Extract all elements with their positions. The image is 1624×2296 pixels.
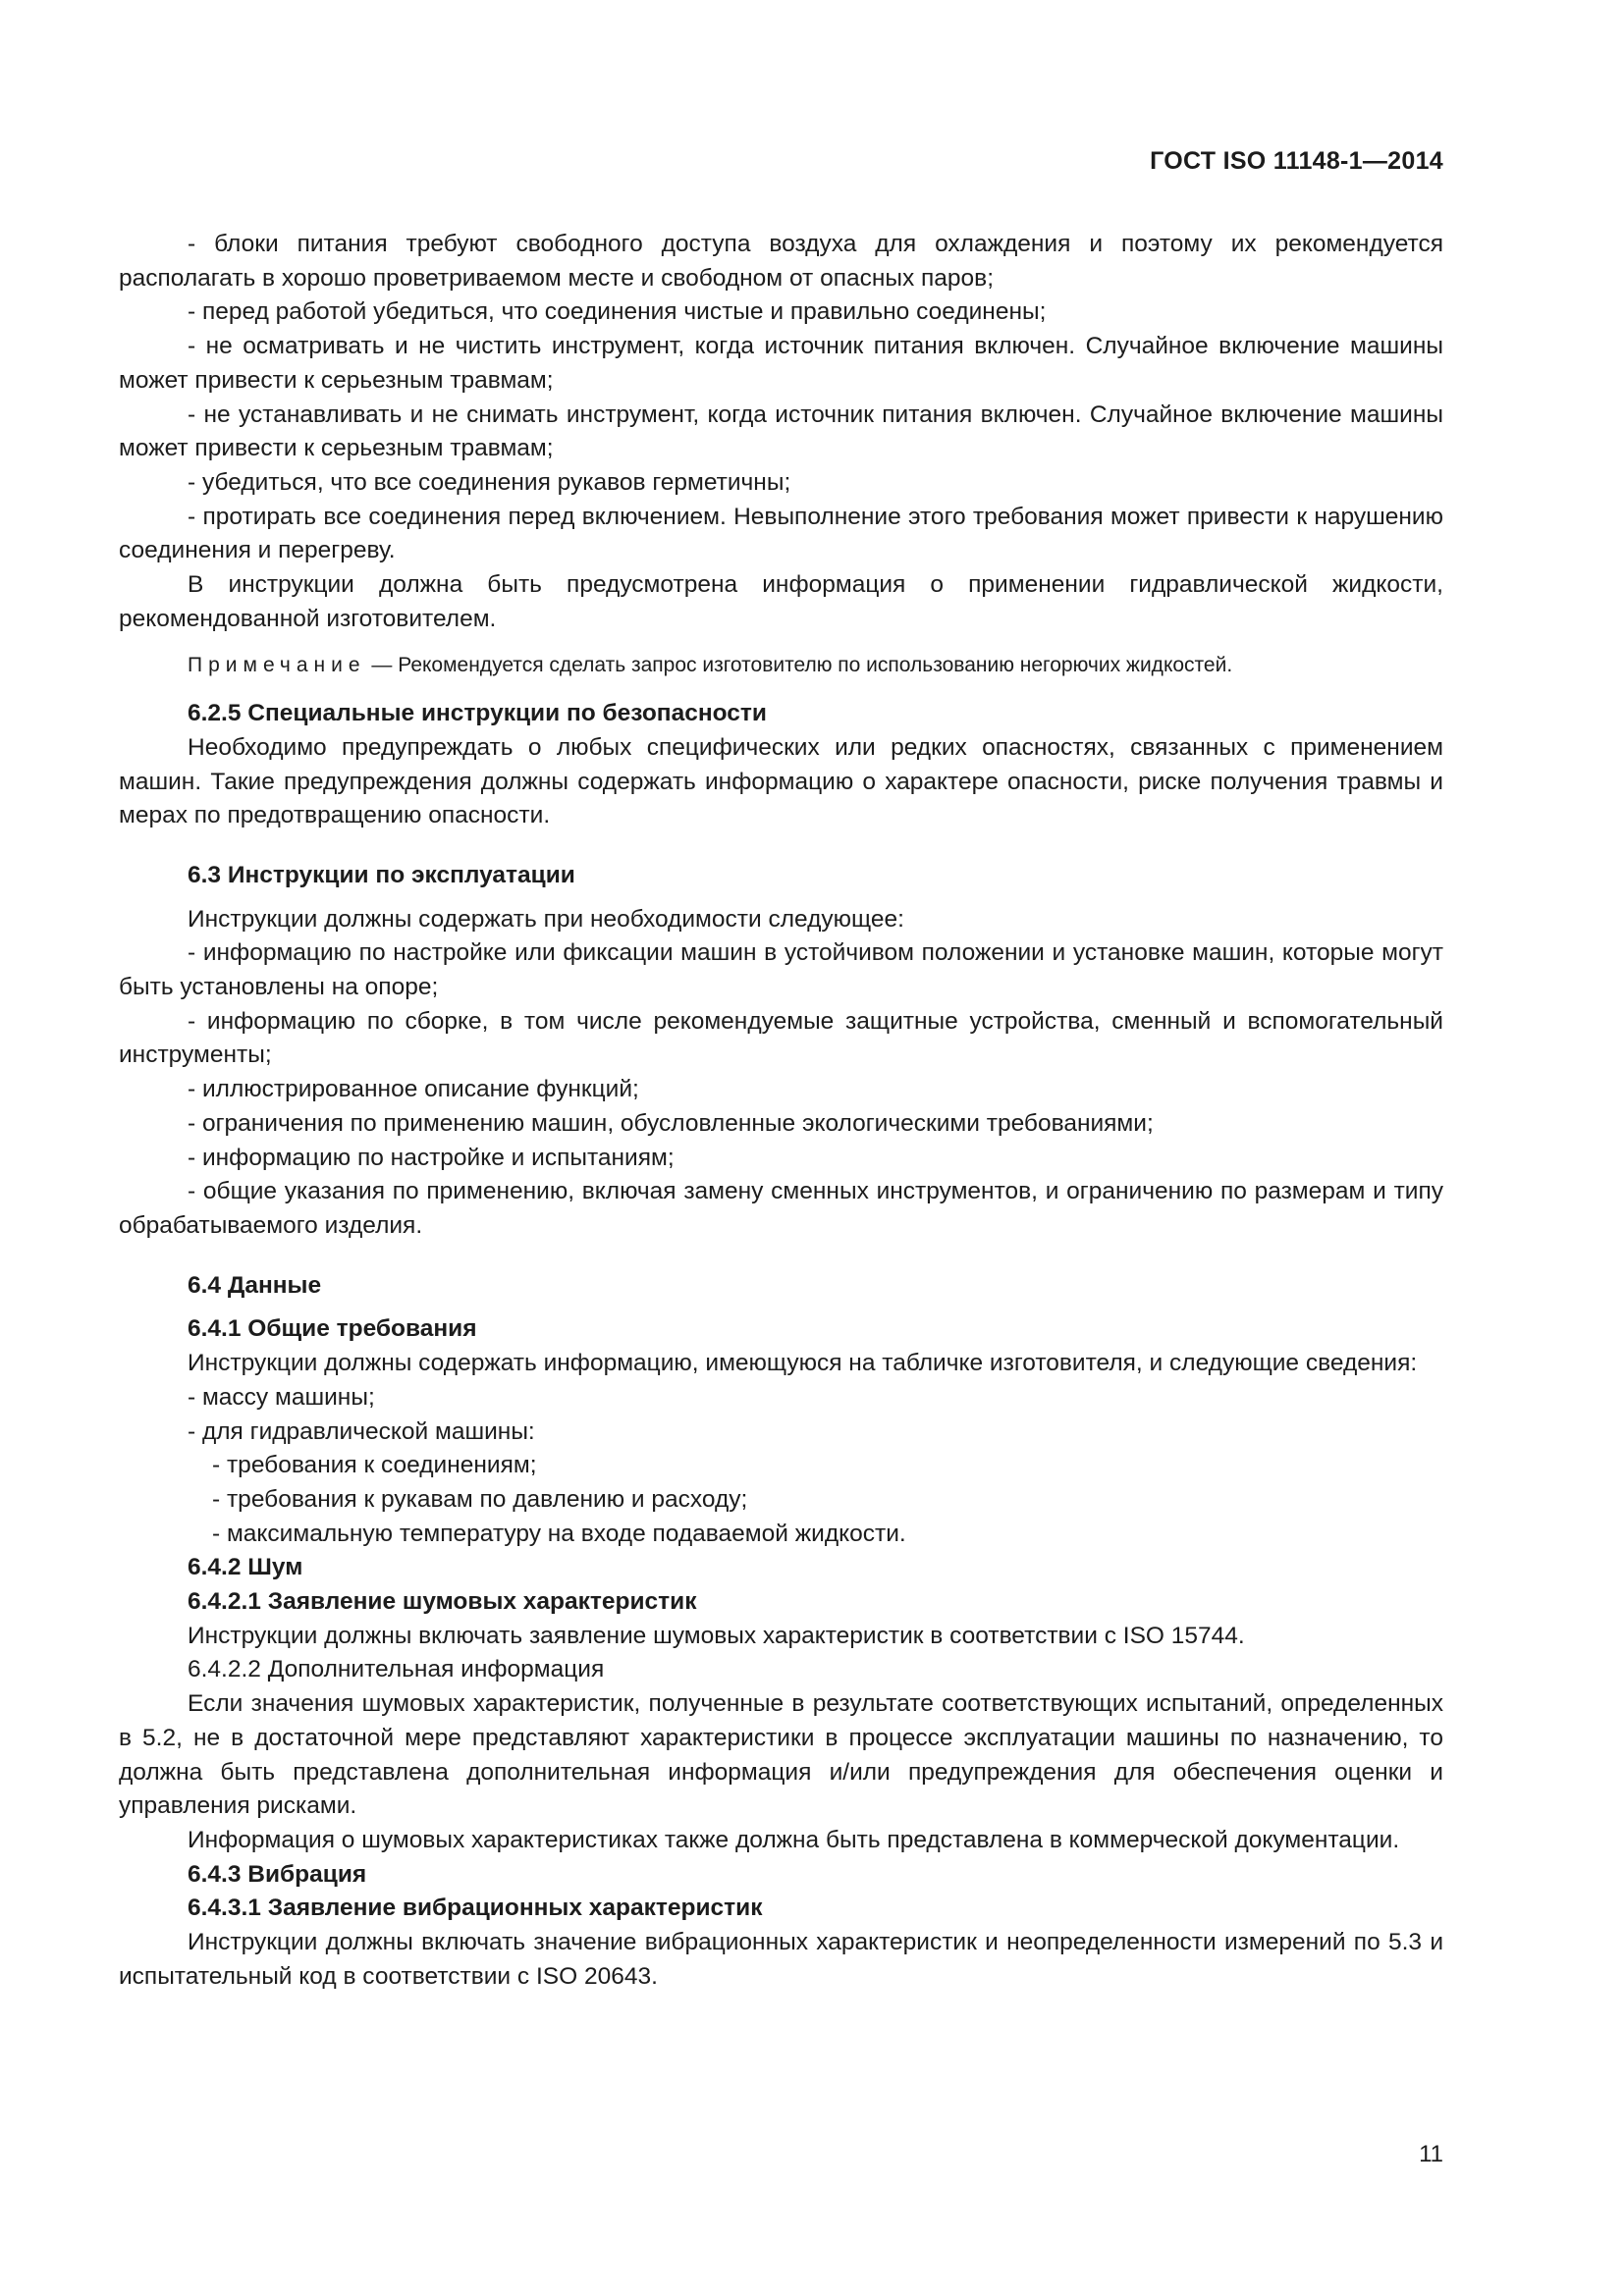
list-item: - для гидравлической машины: [188,1417,535,1445]
list-item: - не осматривать и не чистить инструмент, когда источник питания включен. Случайное включение машины может привести к серьезным травмам; [119,333,1443,394]
section-heading-6-4-3: 6.4.3 Вибрация [188,1860,367,1888]
sub-list-item: - максимальную температуру на входе подаваемой жидкости. [212,1520,906,1547]
section-heading-6-4-3-1: 6.4.3.1 Заявление вибрационных характеристик [188,1895,763,1922]
note-text: — Рекомендуется сделать запрос изготовителю по использованию негорючих жидкостей. [365,654,1233,677]
list-item: - убедиться, что все соединения рукавов герметичны; [188,468,791,496]
section-heading-6-4-1: 6.4.1 Общие требования [188,1315,477,1343]
page-body [119,228,1443,1994]
sub-list-item: - требования к соединениям; [212,1452,537,1479]
section-heading-6-4-2: 6.4.2 Шум [188,1554,303,1581]
section-heading-6-4-2-1: 6.4.2.1 Заявление шумовых характеристик [188,1588,697,1616]
paragraph: Инструкции должны содержать информацию, имеющуюся на табличке изготовителя, и следующие сведения: [188,1350,1418,1377]
list-item: - информацию по сборке, в том числе рекомендуемые защитные устройства, сменный и вспомогательный инструменты; [119,1007,1443,1069]
paragraph: Инструкции должны содержать при необходимости следующее: [188,905,904,933]
list-item: - информацию по настройке или фиксации машин в устойчивом положении и установке машин, которые могут быть установлены на опоре; [119,939,1443,1001]
paragraph: Необходимо предупреждать о любых специфических или редких опасностях, связанных с применением машин. Такие предупреждения должны содержать информацию о характере опасности, риске получения травмы и мерах по предотвращению опасности. [119,733,1443,829]
section-heading-6-4: 6.4 Данные [188,1271,322,1299]
list-item: - блоки питания требуют свободного доступа воздуха для охлаждения и поэтому их рекомендуется располагать в хорошо проветриваемом месте и свободном от опасных паров; [119,231,1443,292]
paragraph: В инструкции должна быть предусмотрена информация о применении гидравлической жидкости, рекомендованной изготовителем. [119,571,1443,632]
note-label: Примечание [188,654,366,677]
list-item: - ограничения по применению машин, обусловленные экологическими требованиями; [188,1109,1154,1137]
list-item: - перед работой убедиться, что соединения чистые и правильно соединены; [188,298,1047,326]
section-heading-6-3: 6.3 Инструкции по эксплуатации [188,861,575,888]
list-item: - массу машины; [188,1383,375,1411]
page-number: 11 [1419,2141,1443,2167]
paragraph: Если значения шумовых характеристик, полученные в результате соответствующих испытаний, определенных в 5.2, не в достаточной мере представляют характеристики в процессе эксплуатации машины по назначению, то должна быть представлена дополнительная информация и/или предупреждения для обеспечения оценки и управления рисками. [119,1690,1443,1820]
paragraph: Инструкции должны включать заявление шумовых характеристик в соответствии с ISO 15744. [188,1622,1245,1649]
sub-list-item: - требования к рукавам по давлению и расходу; [212,1485,748,1513]
section-heading-6-2-5: 6.2.5 Специальные инструкции по безопасности [188,700,767,727]
note [119,649,1443,683]
document-id-header: ГОСТ ISO 11148-1—2014 [1150,147,1443,175]
list-item: - не устанавливать и не снимать инструмент, когда источник питания включен. Случайное включение машины может привести к серьезным травмам; [119,400,1443,462]
list-item: - общие указания по применению, включая замену сменных инструментов, и ограничению по размерам и типу обрабатываемого изделия. [119,1178,1443,1239]
list-item: - иллюстрированное описание функций; [188,1076,639,1103]
paragraph: Инструкции должны включать значение вибрационных характеристик и неопределенности измерений по 5.3 и испытательный код в соответствии с ISO 20643. [119,1929,1443,1990]
paragraph: Информация о шумовых характеристиках также должна быть представлена в коммерческой документации. [188,1826,1400,1853]
paragraph: 6.4.2.2 Дополнительная информация [188,1656,605,1683]
list-item: - протирать все соединения перед включением. Невыполнение этого требования может привести к нарушению соединения и перегреву. [119,503,1443,564]
list-item: - информацию по настройке и испытаниям; [188,1144,675,1171]
